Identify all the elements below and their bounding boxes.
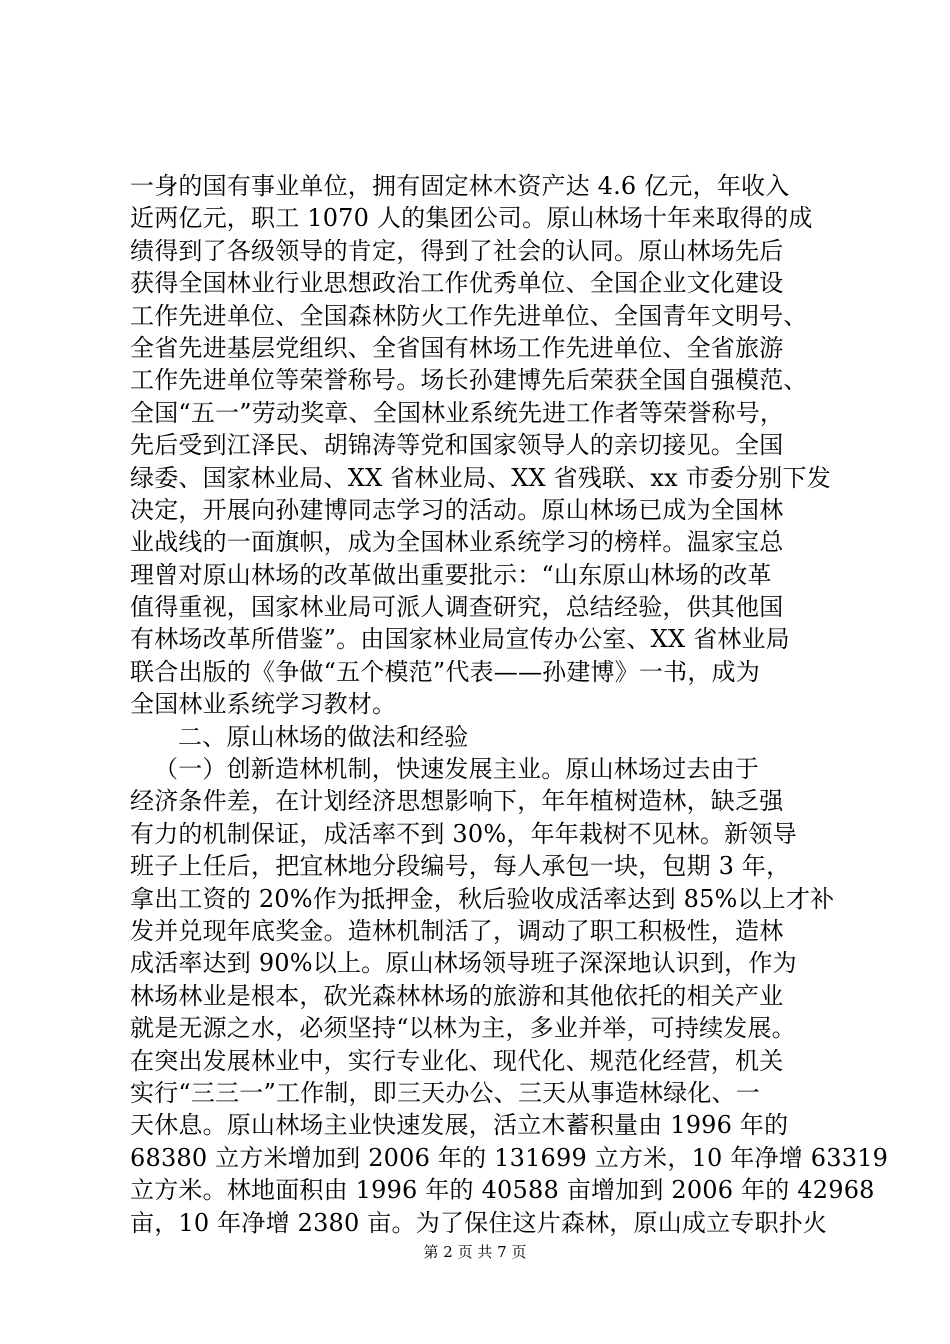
text-line: 林场林业是根本，砍光森林林场的旅游和其他依托的相关产业 [130, 981, 784, 1010]
text-line: 有林场改革所借鉴”。由国家林业局宣传办公室、XX 省林业局 [130, 625, 790, 654]
section-heading: 二、原山林场的做法和经验 [178, 722, 469, 751]
text-line: 联合出版的《争做“五个模范”代表——孙建博》一书，成为 [130, 657, 760, 686]
text-line: 值得重视，国家林业局可派人调查研究，总结经验，供其他国 [130, 593, 784, 622]
text-line: 全国林业系统学习教材。 [130, 690, 397, 719]
text-line: 全省先进基层党组织、全省国有林场工作先进单位、全省旅游 [130, 333, 784, 362]
page-footer: 第 2 页 共 7 页 [423, 1243, 527, 1261]
text-line: 天休息。原山林场主业快速发展，活立木蓄积量由 1996 年的 [130, 1111, 789, 1140]
text-line: 经济条件差，在计划经济思想影响下，年年植树造林，缺乏强 [130, 787, 784, 816]
text-line: 理曾对原山林场的改革做出重要批示：“山东原山林场的改革 [130, 560, 772, 589]
text-line: 实行“三三一”工作制，即三天办公、三天从事造林绿化、一 [130, 1078, 760, 1107]
text-line: 决定，开展向孙建博同志学习的活动。原山林场已成为全国林 [130, 495, 784, 524]
text-line: 业战线的一面旗帜，成为全国林业系统学习的榜样。温家宝总 [130, 528, 784, 557]
text-line: 亩，10 年净增 2380 亩。为了保住这片森林，原山成立专职扑火 [130, 1208, 828, 1237]
text-line: 工作先进单位、全国森林防火工作先进单位、全国青年文明号、 [130, 301, 808, 330]
text-line: 班子上任后，把宜林地分段编号，每人承包一块，包期 3 年， [130, 852, 791, 881]
text-line: 在突出发展林业中，实行专业化、现代化、规范化经营，机关 [130, 1046, 784, 1075]
text-line: 一身的国有事业单位，拥有固定林木资产达 4.6 亿元，年收入 [130, 172, 790, 200]
text-line: 68380 立方米增加到 2006 年的 131699 立方米，10 年净增 63319 [130, 1143, 889, 1172]
text-line: 绩得到了各级领导的肯定，得到了社会的认同。原山林场先后 [130, 236, 784, 265]
text-line: 工作先进单位等荣誉称号。场长孙建博先后荣获全国自强模范、 [130, 366, 808, 395]
text-line: 全国“五一”劳动奖章、全国林业系统先进工作者等荣誉称号， [130, 398, 785, 427]
text-line: 绿委、国家林业局、XX 省林业局、XX 省残联、xx 市委分别下发 [130, 463, 831, 492]
text-line: 获得全国林业行业思想政治工作优秀单位、全国企业文化建设 [130, 269, 784, 298]
text-line: 就是无源之水，必须坚持“以林为主，多业并举，可持续发展。 [130, 1014, 796, 1043]
body-text [130, 170, 889, 1239]
text-line: 拿出工资的 20%作为抵押金，秋后验收成活率达到 85%以上才补 [130, 884, 835, 913]
text-line: 先后受到江泽民、胡锦涛等党和国家领导人的亲切接见。全国 [130, 431, 784, 460]
text-line: 有力的机制保证，成活率不到 30%，年年栽树不见林。新领导 [130, 819, 797, 848]
paragraph-start: （一）创新造林机制，快速发展主业。原山林场过去由于 [154, 755, 759, 784]
text-line: 立方米。林地面积由 1996 年的 40588 亩增加到 2006 年的 42968 [130, 1176, 875, 1205]
text-line: 发并兑现年底奖金。造林机制活了，调动了职工积极性，造林 [130, 916, 784, 945]
text-line: 成活率达到 90%以上。原山林场领导班子深深地认识到，作为 [130, 949, 797, 978]
text-line: 近两亿元，职工 1070 人的集团公司。原山林场十年来取得的成 [130, 204, 813, 233]
